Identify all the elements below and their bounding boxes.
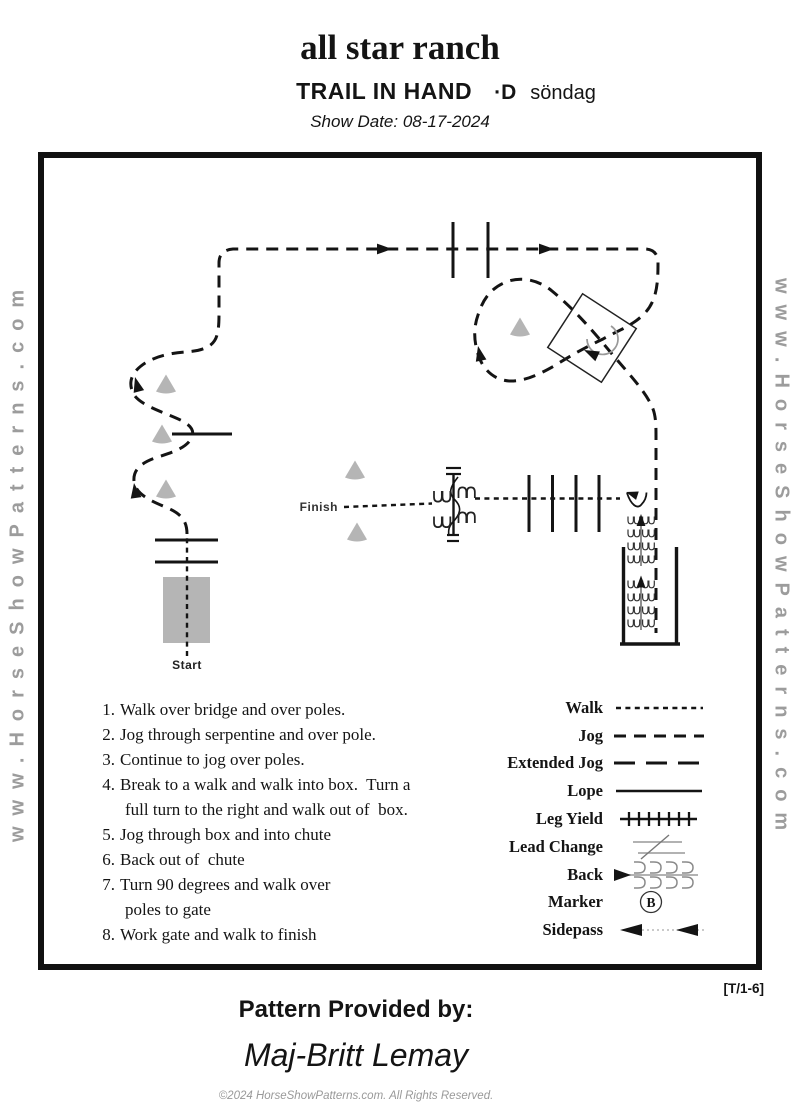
show-date: Show Date: 08-17-2024 (310, 112, 490, 131)
cone-icon (347, 523, 367, 542)
legend-label: Lope (567, 781, 603, 801)
cone-icon (345, 461, 365, 480)
instruction-item: 3. Continue to jog over poles. (102, 750, 305, 769)
page-title: all star ranch (300, 28, 500, 67)
cone-icons (152, 318, 530, 542)
back-symbol (612, 860, 707, 890)
provided-by-label: Pattern Provided by: (238, 996, 474, 1023)
legend (450, 694, 730, 944)
cone-icon (156, 375, 176, 394)
copyright-text: ©2024 HorseShowPatterns.com. All Rights Reserved. (218, 1090, 494, 1102)
instruction-item: 4. Break to a walk and walk into box. Turn a (102, 775, 411, 794)
marker-symbol (612, 889, 707, 915)
instructions-list (94, 697, 484, 947)
instruction-item: 2. Jog through serpentine and over pole. (102, 725, 376, 744)
back-arrow-icon (637, 576, 646, 588)
sidepass-symbol (612, 920, 707, 940)
cone-icon (510, 318, 530, 337)
lope-line-symbol (612, 781, 707, 801)
instruction-item: 1. Walk over bridge and over poles. (102, 700, 346, 719)
instruction-item: 6. Back out of chute (102, 850, 245, 869)
instruction-item: 8. Work gate and walk to finish (102, 925, 317, 944)
course-jog-path (131, 249, 658, 633)
extended-jog-line-symbol (612, 753, 707, 773)
legend-row-back (450, 861, 730, 889)
walk-line-symbol (612, 698, 707, 718)
legend-label: Back (567, 864, 603, 884)
legend-label: Extended Jog (507, 753, 603, 773)
start-label: Start (172, 658, 202, 672)
instruction-item: 7. Turn 90 degrees and walk over (102, 875, 331, 894)
legend-row-marker (450, 889, 730, 917)
provided-by-name: Maj-Britt Lemay (243, 1037, 469, 1073)
finish-label: Finish (299, 500, 338, 514)
back-arrow-icon (637, 514, 646, 526)
legend-label: Walk (565, 697, 603, 717)
leg-yield-symbol (612, 809, 707, 829)
watermark-left: www.HorseShowPatterns.com (6, 278, 29, 842)
legend-label: Sidepass (542, 920, 603, 940)
legend-row-leg-yield (450, 805, 730, 833)
gate-obstacle (434, 468, 475, 541)
sheet-code: [T/1-6] (723, 981, 764, 996)
instruction-item: 5. Jog through box and into chute (102, 825, 332, 844)
day-name: söndag (530, 82, 596, 104)
instruction-item-continuation: full turn to the right and walk out of box. (125, 800, 408, 819)
footer (0, 996, 712, 1102)
legend-row-lead-change (450, 833, 730, 861)
cone-icon (152, 425, 172, 444)
jog-line-symbol (612, 726, 707, 746)
legend-row-jog (450, 722, 730, 750)
legend-label: Jog (578, 725, 603, 745)
course-arrows (129, 244, 554, 499)
legend-label: Marker (548, 892, 603, 912)
legend-row-extended-jog (450, 750, 730, 778)
lead-change-symbol (612, 834, 707, 860)
finish-walk-path (344, 499, 620, 508)
watermark-right: www.HorseShowPatterns.com (770, 278, 793, 842)
division-code: ·D (494, 81, 517, 104)
event-name: TRAIL IN HAND (296, 78, 473, 104)
legend-label: Leg Yield (535, 809, 603, 829)
cone-icon (156, 480, 176, 499)
legend-row-walk (450, 694, 730, 722)
legend-row-sidepass (450, 916, 730, 944)
instruction-item-continuation: poles to gate (125, 900, 211, 919)
walkover-poles (529, 475, 599, 532)
chute-obstacle (620, 514, 680, 644)
legend-row-lope (450, 777, 730, 805)
marker-letter: B (646, 895, 656, 911)
legend-label: Lead Change (509, 836, 603, 856)
